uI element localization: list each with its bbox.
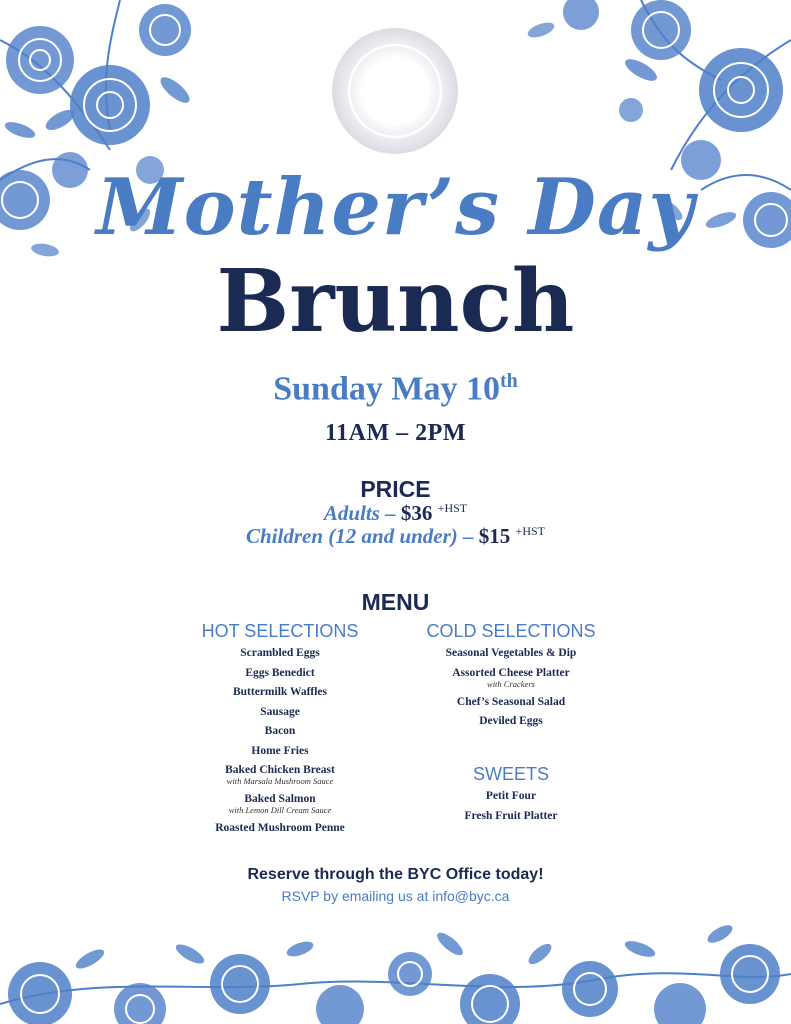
hot-selections-heading: HOT SELECTIONS [201, 621, 359, 641]
price-children-label: Children (12 and under) – [246, 524, 474, 548]
menu-item [406, 789, 616, 803]
price-adults-tax: +HST [437, 501, 468, 515]
menu-item-name: Chef’s Seasonal Salad [456, 695, 566, 708]
menu-item [406, 666, 616, 689]
price-children-tax: +HST [515, 524, 545, 538]
menu-item [406, 714, 616, 728]
event-time: 11AM – 2PM [325, 420, 466, 446]
menu-item-name: Buttermilk Waffles [232, 686, 328, 698]
menu-item [180, 646, 380, 660]
hot-selections-column [180, 620, 380, 841]
event-date [0, 370, 791, 408]
menu-item-name: Assorted Cheese Platter [452, 666, 570, 679]
reservation-call-to-action: Reserve through the BYC Office today! [247, 866, 544, 883]
menu-item-name: Seasonal Vegetables & Dip [445, 647, 577, 659]
cold-selections-column [406, 620, 616, 734]
menu-item-note: with Crackers [487, 678, 535, 689]
burgee-flag-icon [345, 41, 445, 141]
price-adults-label: Adults – [323, 501, 396, 525]
price-adults [0, 501, 791, 526]
menu-item-name: Home Fries [251, 744, 309, 757]
price-heading: PRICE [360, 476, 431, 502]
menu-item-note: with Lemon Dill Cream Sauce [228, 805, 332, 815]
menu-item-name: Deviled Eggs [479, 715, 543, 727]
menu-item [180, 685, 380, 699]
event-date-suffix: th [499, 370, 518, 392]
menu-item [180, 724, 380, 738]
sweets-heading: SWEETS [472, 764, 549, 784]
menu-item-name: Baked Chicken Breast [225, 764, 335, 776]
menu-item-name: Scrambled Eggs [240, 647, 320, 659]
menu-item [406, 695, 616, 709]
rsvp-email-text: RSVP by emailing us at info@byc.ca [281, 888, 510, 904]
yacht-club-logo [332, 28, 458, 154]
menu-item [180, 666, 380, 680]
event-main-title: Brunch [216, 251, 575, 352]
event-date-main: Sunday May 10 [273, 370, 500, 408]
menu-item-name: Bacon [264, 725, 296, 737]
menu-item-name: Roasted Mushroom Penne [215, 822, 345, 834]
cold-selections-heading: COLD SELECTIONS [426, 621, 596, 641]
menu-item [180, 744, 380, 758]
menu-item-name: Baked Salmon [244, 793, 316, 805]
menu-heading: MENU [361, 589, 430, 615]
event-script-title: Mother’s Day [96, 162, 695, 253]
menu-item [180, 705, 380, 719]
menu-item-name: Fresh Fruit Platter [464, 809, 558, 822]
sweets-column [406, 763, 616, 828]
menu-item-name: Sausage [260, 705, 300, 718]
menu-item [180, 792, 380, 815]
menu-item-note: with Marsala Mushroom Sauce [226, 776, 334, 786]
price-adults-amount: $36 [400, 501, 433, 525]
menu-item [406, 646, 616, 660]
menu-item [406, 809, 616, 823]
floral-border-bottom-decoration [0, 914, 791, 1024]
price-children [0, 524, 791, 549]
menu-item [180, 763, 380, 786]
menu-item-name: Eggs Benedict [245, 666, 315, 679]
menu-item-name: Petit Four [485, 790, 537, 802]
price-children-amount: $15 [478, 524, 511, 548]
menu-item [180, 821, 380, 835]
